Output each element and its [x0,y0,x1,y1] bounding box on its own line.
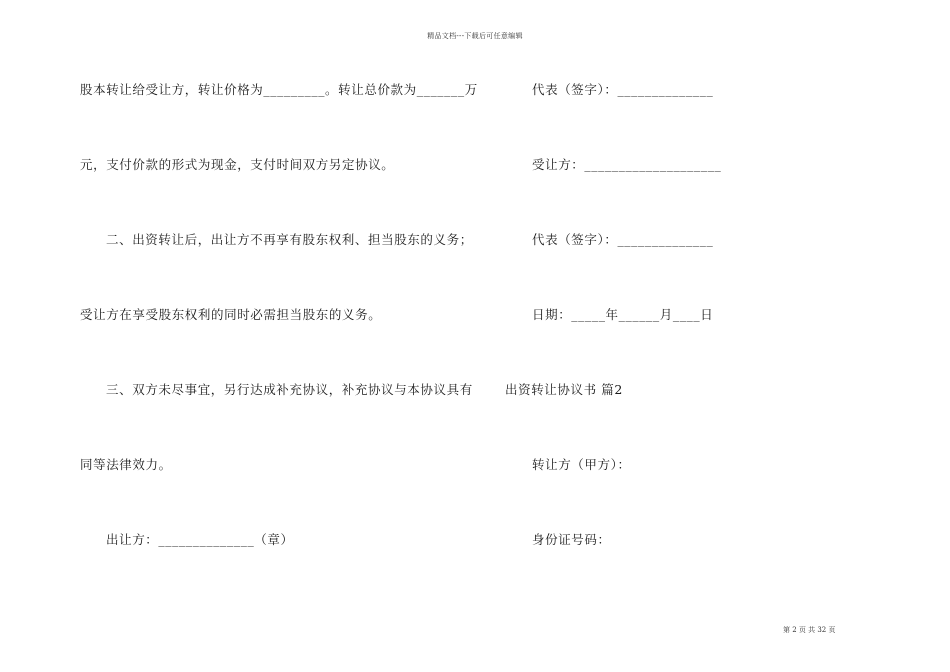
signature-line: 受让方：____________________ [532,157,722,172]
contract-line: 同等法律效力。 [80,457,172,472]
page-header: 精品文档---下载后可任意编辑 [427,32,523,40]
date-line: 日期：_____年______月____日 [532,307,714,322]
party-label: 转让方（甲方）： [532,457,631,472]
contract-line: 股本转让给受让方，转让价格为_________。转让总价款为_______万 [80,82,478,97]
signature-line: 出让方：______________（章） [106,532,294,547]
signature-line: 代表（签字）：______________ [532,232,714,247]
contract-line: 受让方在享受股东权利的同时必需担当股东的义务。 [80,307,382,322]
contract-line: 元，支付价款的形式为现金，支付时间双方另定协议。 [80,157,395,172]
id-number-label: 身份证号码： [532,532,611,547]
section-title: 出资转让协议书 篇2 [505,382,623,397]
signature-line: 代表（签字）：______________ [532,82,714,97]
contract-line: 三、双方未尽事宜，另行达成补充协议，补充协议与本协议具有 [106,382,473,397]
page-footer: 第 2 页 共 32 页 [783,626,836,634]
contract-line: 二、出资转让后，出让方不再享有股东权利、担当股东的义务； [106,232,473,247]
